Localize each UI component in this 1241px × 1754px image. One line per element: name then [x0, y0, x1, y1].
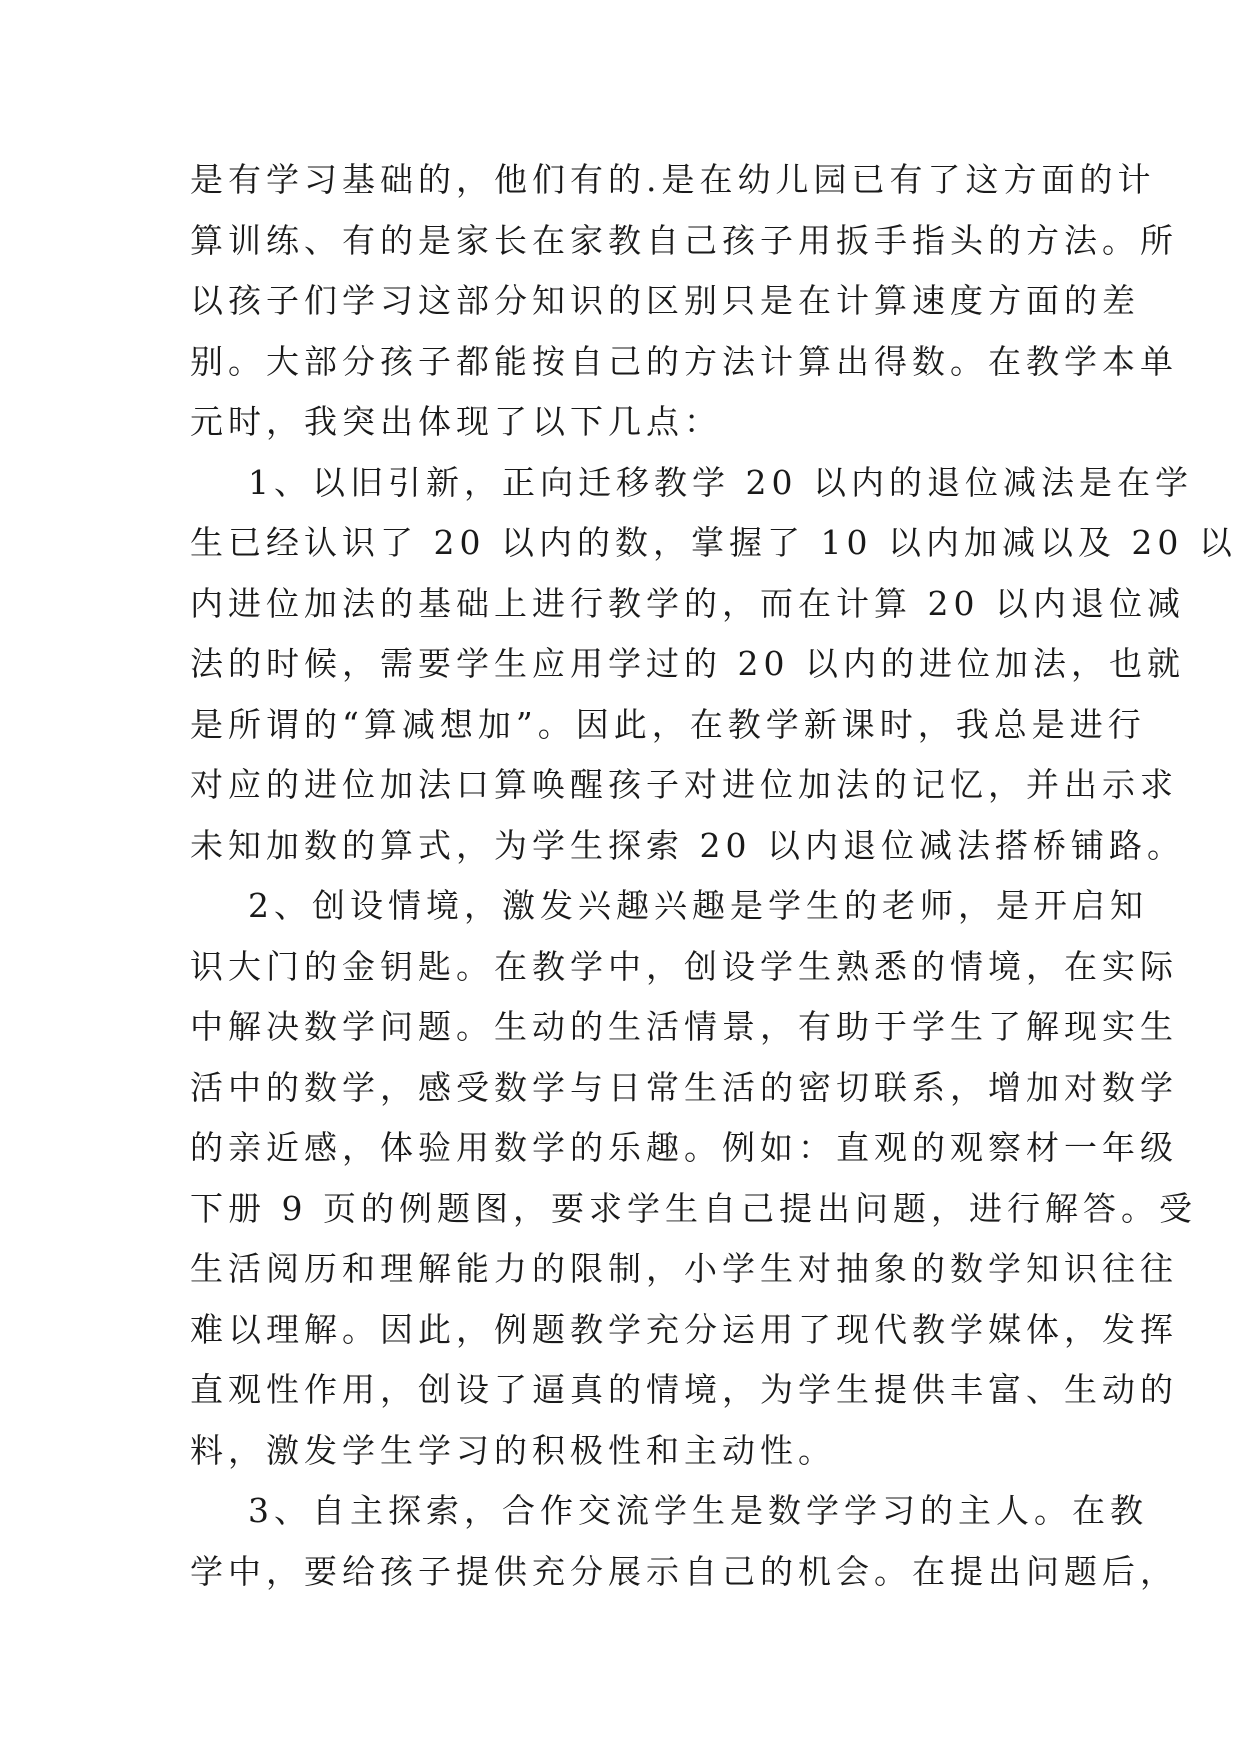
text-line: 识大门的金钥匙。在教学中，创设学生熟悉的情境，在实际: [190, 946, 1178, 986]
text-line: 料，激发学生学习的积极性和主动性。: [190, 1430, 836, 1470]
text-line: 算训练、有的是家长在家教自己孩子用扳手指头的方法。所: [190, 220, 1178, 260]
text-line: 难以理解。因此，例题教学充分运用了现代教学媒体，发挥: [190, 1309, 1178, 1349]
text-line: 元时，我突出体现了以下几点：: [190, 402, 722, 441]
text-line: 直观性作用，创设了逼真的情境，为学生提供丰富、生动的: [190, 1370, 1178, 1409]
text-line: 法的时候，需要学生应用学过的 20 以内的进位加法，也就: [190, 644, 1185, 683]
text-line: 生已经认识了 20 以内的数，掌握了 10 以内加减以及 20 以: [190, 523, 1237, 562]
text-line: 学中，要给孩子提供充分展示自己的机会。在提出问题后，: [190, 1551, 1178, 1591]
text-line: 别。大部分孩子都能按自己的方法计算出得数。在教学本单: [190, 341, 1178, 381]
text-line: 是有学习基础的，他们有的.是在幼儿园已有了这方面的计: [190, 160, 1156, 199]
text-line: 内进位加法的基础上进行教学的，而在计算 20 以内退位减: [190, 583, 1185, 623]
text-line: 下册 9 页的例题图，要求学生自己提出问题，进行解答。受: [190, 1188, 1197, 1228]
paragraph-1-heading-line: 1、以旧引新，正向迁移教学 20 以内的退位减法是在学: [248, 462, 1193, 502]
text-line: 对应的进位加法口算唤醒孩子对进位加法的记忆，并出示求: [190, 765, 1178, 804]
paragraph-2-heading-line: 2、创设情境，激发兴趣兴趣是学生的老师，是开启知: [248, 886, 1148, 925]
document-body: [190, 150, 1237, 1602]
text-line: 未知加数的算式，为学生探索 20 以内退位减法搭桥铺路。: [190, 825, 1185, 865]
text-line: 是所谓的“算减想加”。因此，在教学新课时，我总是进行: [190, 704, 1146, 744]
text-line: 以孩子们学习这部分知识的区别只是在计算速度方面的差: [190, 281, 1140, 320]
text-line: 的亲近感，体验用数学的乐趣。例如：直观的观察材一年级: [190, 1128, 1178, 1167]
text-line: 活中的数学，感受数学与日常生活的密切联系，增加对数学: [190, 1067, 1178, 1107]
text-line: 中解决数学问题。生动的生活情景，有助于学生了解现实生: [190, 1007, 1178, 1046]
text-line: 生活阅历和理解能力的限制，小学生对抽象的数学知识往往: [190, 1249, 1178, 1288]
paragraph-3-heading-line: 3、自主探索，合作交流学生是数学学习的主人。在教: [248, 1491, 1148, 1530]
